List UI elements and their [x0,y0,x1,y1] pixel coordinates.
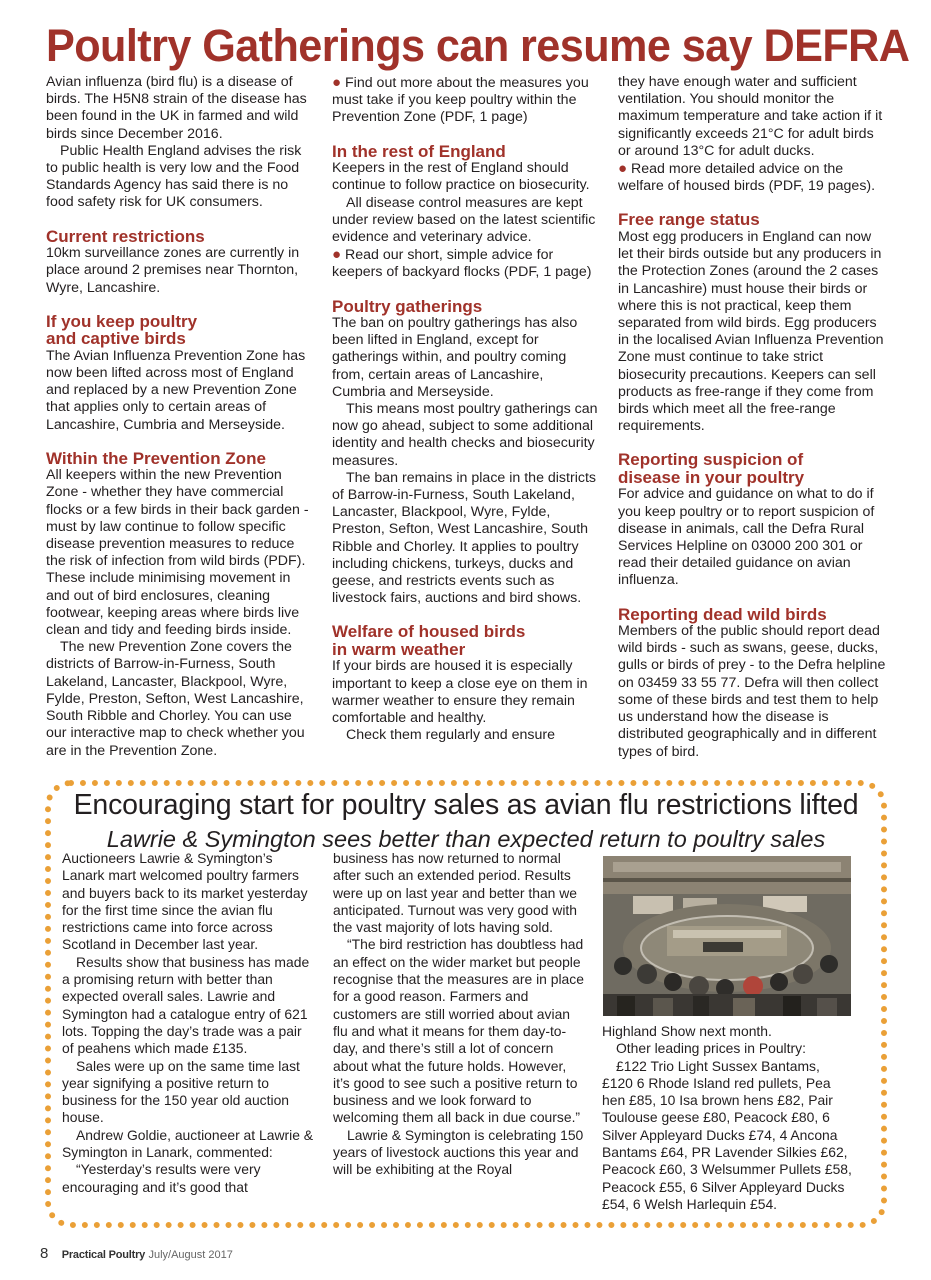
section-heading-within-zone: Within the Prevention Zone [46,448,266,468]
box-column-3 [602,1023,854,1213]
section-heading-reporting-suspicion [618,451,886,486]
section-heading-poultry-gatherings: Poultry gatherings [332,296,483,316]
paragraph: “Yesterday’s results were very encouraging and it’s good that [62,1161,261,1195]
heading-line: disease in your poultry [618,467,805,487]
paragraph: Members of the public should report dead wild birds - such as swans, geese, ducks, gulls or birds of prey - to the Defra helpline on 03459 33 55 77. Defra will then collect some of these birds and test them to help us understand how the disease is distributed geographically and in different types of bird. [618,623,886,760]
paragraph: Lawrie & Symington is celebrating 150 years of livestock auctions this year and will be exhibiting at the Royal [333,1126,584,1178]
paragraph: business has now returned to normal after such an extended period. Results were up on last year and better than we anticipated. Turnout was very good with the vast majority of lots having sold. [333,850,578,936]
paragraph: Most egg producers in England can now let their birds outside but any producers in the Protection Zones (around the 2 cases in Lancashire) must house their birds or where this is not practical, keep them separated from wild birds. Egg producers in the localised Avian Influenza Prevention Zone must continue to take strict biosecurity precautions. Keepers can sell products as free-range if they come from birds which meet all the free-range requirements. [618,228,884,435]
bullet-icon: ● [332,246,342,264]
paragraph: they have enough water and sufficient ventilation. You should monitor the maximum temperature and take action if it significantly exceeds 21°C for adult birds or around 13°C for adult ducks. [618,74,883,159]
page-footer [40,1246,233,1263]
paragraph: Highland Show next month. [602,1023,772,1039]
box-subtitle: Lawrie & Symington sees better than expected return to poultry sales [106,826,826,852]
bullet-icon: ● [332,74,342,91]
section-heading-welfare [332,623,600,658]
paragraph: All keepers within the new Prevention Zone - whether they have commercial flocks or a few birds in their back garden - must by law continue to follow specific disease prevention measures to reduce the risk of infection from wild birds (PDF). These include minimising movement in and out of bird enclosures, cleaning footwear, keeping areas where birds live clean and tidy and feeding birds inside. [46,467,309,639]
section-heading-rest-of-england: In the rest of England [332,141,506,161]
paragraph: Andrew Goldie, auctioneer at Lawrie & Symington in Lanark, commented: [62,1126,314,1161]
bullet-text: Read our short, simple advice for keepers of backyard flocks (PDF, 1 page) [332,247,592,281]
bullet-icon: ● [618,160,628,178]
section-heading-keep-poultry [46,313,314,348]
paragraph: Check them regularly and ensure [346,727,555,744]
heading-line: in warm weather [332,639,466,659]
section-heading-free-range: Free range status [618,210,760,230]
paragraph: Auctioneers Lawrie & Symington’s Lanark mart welcomed poultry farmers and buyers back to its market yesterday for the first time since the avian flu restrictions came into force across Scotland in December last year. [62,850,308,953]
heading-line: and captive birds [46,329,186,349]
auction-mart-photo [603,856,851,1016]
box-title: Encouraging start for poultry sales as avian flu restrictions lifted [73,789,859,821]
paragraph: Sales were up on the same time last year signifying a positive return to business for the 150 year old auction house. [62,1057,300,1126]
paragraph: This means most poultry gatherings can now go ahead, subject to some additional identity and health checks and biosecurity measures. [332,401,598,469]
bullet-link-measures[interactable] [332,74,600,127]
bullet-link-welfare[interactable] [618,160,886,195]
bullet-text: Read more detailed advice on the welfare of housed birds (PDF, 19 pages). [618,161,876,195]
heading-line: If you keep poultry [46,311,198,331]
paragraph: Other leading prices in Poultry: [616,1040,806,1057]
paragraph: If your birds are housed it is especially important to keep a close eye on them in warmer weather to ensure they remain comfortable and healthy. [332,658,588,727]
headline: Poultry Gatherings can resume say DEFRA [46,20,910,71]
paragraph: Public Health England advises the risk to public health is very low and the Food Standards Agency has said there is no food safety risk for UK consumers. [46,142,302,211]
paragraph: All disease control measures are kept under review based on the latest scientific evidence and veterinary advice. [332,194,596,245]
article-column-3 [618,74,886,761]
box-column-2 [333,850,585,1179]
paragraph: £122 Trio Light Sussex Bantams, £120 6 Rhode Island red pullets, Pea hen £85, 10 Isa brown hens £82, Pair Toulouse geese £80, Peacock £80, 6 Silver Appleyard Ducks £74, 4 Ancona Bantams £64, PR Lavender Silkies £62, Peacock £60, 3 Welsummer Pullets £58, Peacock £55, 6 Silver Appleyard Ducks £54, 6 Welsh Harlequin £54. [602,1057,852,1212]
bullet-text: Find out more about the measures you must take if you keep poultry within the Prevention Zone (PDF, 1 page) [332,75,589,126]
page-number: 8 [40,1245,49,1262]
paragraph: 10km surveillance zones are currently in place around 2 premises near Thornton, Wyre, Lancashire. [46,245,300,296]
article-column-1 [46,74,314,760]
paragraph: Keepers in the rest of England should continue to follow practice on biosecurity. [332,160,590,194]
section-heading-current-restrictions: Current restrictions [46,226,205,246]
heading-line: Reporting suspicion of [618,450,804,470]
box-column-1 [62,850,314,1196]
magazine-name: Practical Poultry [61,1249,146,1261]
paragraph: The ban remains in place in the districts of Barrow-in-Furness, South Lakeland, Lancaster, Blackpool, Wyre, Fylde, Preston, Sefton, West Lancashire, South Ribble and Chorley. It applies to poultry including chickens, turkeys, ducks and geese, and restricts events such as livestock fairs, auctions and bird shows. [332,469,596,607]
heading-line: Welfare of housed birds [332,622,526,642]
issue-date: July/August 2017 [148,1249,233,1261]
paragraph: “The bird restriction has doubtless had an effect on the wider market but people recognise that the measures are in place for a good reason. Farmers and customers are still worried about avian flu and what it means for them day-to-day, and there’s still a lot of concern about what the future holds. However, it’s good to see such a positive return to business and we look forward to welcoming them all back in due course.” [333,936,584,1126]
paragraph: Results show that business has made a promising return with better than expected overall sales. Lawrie and Symington had a catalogue entry of 621 lots. Topping the day’s trade was a pair of peahens which made £135. [62,953,310,1057]
bullet-link-backyard[interactable] [332,246,600,281]
paragraph: Avian influenza (bird flu) is a disease of birds. The H5N8 strain of the disease has been found in the UK in farmed and wild birds since December 2016. [46,74,307,142]
paragraph: The new Prevention Zone covers the districts of Barrow-in-Furness, South Lakeland, Lancaster, Blackpool, Wyre, Fylde, Preston, Sefton, West Lancashire, South Ribble and Chorley. You can use our interactive map to check whether you are in the Prevention Zone. [46,639,305,759]
article-column-2 [332,74,600,745]
paragraph: For advice and guidance on what to do if you keep poultry or to report suspicion of disease in animals, call the Defra Rural Services Helpline on 03000 200 301 or read their detailed guidance on avian influenza. [618,486,875,589]
paragraph: The Avian Influenza Prevention Zone has now been lifted across most of England and replaced by a new Prevention Zone that applies only to certain areas of Lancashire, Cumbria and Merseyside. [46,347,306,433]
paragraph: The ban on poultry gatherings has also been lifted in England, except for gatherings within, and poultry coming from, certain areas of Lancashire, Cumbria and Merseyside. [332,315,578,400]
auction-photo-illustration [603,856,851,1016]
section-heading-dead-wild-birds: Reporting dead wild birds [618,604,827,624]
